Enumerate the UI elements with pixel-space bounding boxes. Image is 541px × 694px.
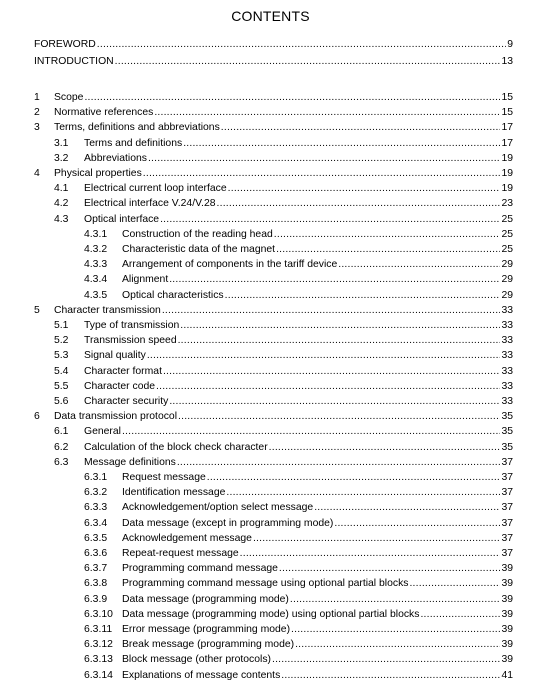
toc-dot-leader (295, 638, 500, 652)
toc-entry[interactable] (54, 425, 513, 439)
toc-entry-number: 4.3.4 (84, 274, 108, 286)
toc-entry-page-number: 17 (501, 122, 513, 134)
toc-entry-title: Calculation of the block check character (84, 441, 268, 453)
toc-entry[interactable] (84, 608, 513, 622)
toc-entry[interactable] (54, 213, 513, 227)
toc-entry-title: Alignment (122, 274, 169, 286)
toc-entry-title: Data message (programming mode) using optional partial blocks (122, 608, 420, 620)
toc-entry-page-number: 39 (501, 578, 513, 590)
toc-entry-title: Acknowledgement/option select message (122, 502, 314, 514)
toc-entry-number: 6.3.3 (84, 502, 108, 514)
toc-entry[interactable] (54, 456, 513, 470)
toc-entry-number: 5.1 (54, 320, 69, 331)
toc-entry-number: 6.3.10 (84, 608, 113, 620)
toc-entry-title: Explanations of message contents (122, 669, 281, 681)
toc-entry-title: Terms and definitions (84, 137, 183, 149)
toc-entry-page-number: 33 (501, 365, 513, 377)
toc-entry-page-number: 19 (501, 183, 513, 195)
toc-entry-number: 6.2 (54, 441, 69, 453)
toc-entry-title: Optical interface (84, 213, 160, 225)
toc-dot-leader (334, 517, 500, 531)
toc-entry-title: INTRODUCTION (34, 56, 114, 67)
toc-entry[interactable] (34, 91, 513, 105)
toc-entry-number: 6.3.5 (84, 532, 108, 544)
toc-entry-title: Construction of the reading head (122, 228, 273, 240)
toc-entry-page-number: 13 (501, 56, 513, 67)
toc-dot-leader (163, 365, 500, 379)
toc-dot-leader (253, 532, 500, 546)
toc-entry-number: 6.3.12 (84, 639, 113, 651)
toc-entry[interactable] (54, 197, 513, 211)
toc-entry[interactable] (84, 517, 513, 531)
toc-entry-number: 5.5 (54, 380, 69, 392)
toc-dot-leader (115, 55, 501, 69)
toc-entry-title: Error message (programming mode) (122, 624, 291, 635)
toc-entry-title: Character code (84, 380, 156, 392)
toc-entry[interactable] (84, 289, 513, 303)
toc-entry-page-number: 29 (501, 289, 513, 301)
toc-entry[interactable] (54, 395, 513, 409)
toc-entry-page-number: 37 (501, 487, 513, 499)
toc-entry[interactable] (84, 669, 513, 683)
toc-entry-title: Data transmission protocol (54, 411, 178, 423)
toc-dot-leader (272, 653, 500, 667)
toc-entry-title: Terms, definitions and abbreviations (54, 122, 220, 134)
toc-dot-leader (143, 167, 501, 181)
toc-entry[interactable] (84, 501, 513, 515)
toc-entry-number: 3.2 (54, 152, 69, 164)
toc-entry-page-number: 35 (501, 426, 513, 438)
toc-entry-title: Acknowledgement message (122, 532, 252, 544)
toc-entry-number: 6.1 (54, 426, 69, 438)
toc-dot-leader (169, 273, 500, 287)
toc-dot-leader (156, 380, 500, 394)
toc-entry-page-number: 33 (501, 335, 513, 347)
toc-entry-title: Normative references (54, 107, 154, 119)
toc-dot-leader (279, 562, 501, 576)
toc-entry-number: 5.6 (54, 396, 69, 407)
toc-entry-title: Programming command message using optional partial blocks (122, 578, 409, 590)
toc-entry-number: 4.3 (54, 213, 69, 225)
toc-entry[interactable] (84, 532, 513, 546)
toc-entry-title: Character security (84, 396, 169, 407)
toc-dot-leader (148, 152, 500, 166)
toc-entry[interactable] (84, 562, 513, 576)
toc-entry[interactable] (34, 55, 513, 69)
toc-entry-number: 6.3.2 (84, 487, 108, 499)
toc-entry-number: 5 (34, 304, 40, 316)
toc-dot-leader (225, 289, 501, 303)
toc-entry-page-number: 33 (501, 396, 513, 407)
toc-entry-page-number: 15 (501, 92, 513, 103)
toc-entry-page-number: 37 (501, 502, 513, 514)
toc-entry[interactable] (34, 121, 513, 135)
toc-entry[interactable] (34, 106, 513, 120)
toc-entry-page-number: 39 (501, 654, 513, 666)
toc-dot-leader (281, 669, 500, 683)
toc-entry-page-number: 19 (501, 152, 513, 164)
toc-entry-number: 6.3.9 (84, 593, 108, 605)
toc-dot-leader (160, 213, 500, 227)
toc-entry[interactable] (34, 410, 513, 424)
toc-dot-leader (97, 38, 506, 52)
toc-dot-leader (276, 243, 500, 257)
toc-dot-leader (290, 593, 501, 607)
toc-dot-leader (274, 228, 501, 242)
toc-entry-page-number: 9 (507, 39, 513, 50)
toc-entry[interactable] (84, 653, 513, 667)
toc-entry[interactable] (84, 273, 513, 287)
toc-entry-title: Optical characteristics (122, 289, 224, 301)
toc-entry-page-number: 29 (501, 259, 513, 271)
toc-entry[interactable] (84, 228, 513, 242)
toc-entry-title: FOREWORD (34, 39, 96, 50)
toc-entry-number: 4 (34, 168, 40, 179)
toc-dot-leader (122, 425, 500, 439)
toc-dot-leader (420, 608, 500, 622)
toc-entry[interactable] (84, 623, 513, 637)
toc-entry-page-number: 23 (501, 198, 513, 210)
toc-entry[interactable] (84, 243, 513, 257)
toc-entry-number: 5.3 (54, 350, 69, 362)
toc-entry-page-number: 25 (501, 213, 513, 225)
toc-entry-number: 6 (34, 411, 40, 423)
toc-entry-title: Character transmission (54, 304, 161, 316)
toc-entry-title: General (84, 426, 121, 438)
toc-entry-number: 5.2 (54, 335, 69, 347)
toc-entry-number: 6.3.11 (84, 624, 113, 635)
toc-entry[interactable] (84, 577, 513, 591)
toc-entry[interactable] (54, 152, 513, 166)
toc-entry-number: 4.3.5 (84, 289, 108, 301)
toc-entry-page-number: 37 (501, 517, 513, 529)
toc-dot-leader (217, 197, 501, 211)
toc-entry-page-number: 37 (501, 456, 513, 468)
toc-dot-leader (169, 395, 500, 409)
toc-entry-page-number: 39 (501, 563, 513, 575)
toc-entry[interactable] (54, 137, 513, 151)
toc-dot-leader (240, 547, 501, 561)
toc-entry-number: 4.3.2 (84, 244, 108, 255)
toc-entry[interactable] (54, 319, 513, 333)
toc-entry-number: 4.3.1 (84, 228, 108, 240)
toc-entry-number: 6.3.13 (84, 654, 113, 666)
toc-entry-number: 1 (34, 92, 40, 103)
toc-entry[interactable] (84, 593, 513, 607)
toc-entry[interactable] (34, 38, 513, 52)
toc-dot-leader (178, 410, 500, 424)
toc-entry-page-number: 25 (501, 244, 513, 255)
toc-entry-page-number: 25 (501, 228, 513, 240)
toc-entry[interactable] (54, 380, 513, 394)
toc-entry[interactable] (54, 182, 513, 196)
toc-entry-title: Message definitions (84, 456, 176, 468)
toc-entry-title: Data message (programming mode) (122, 593, 289, 605)
toc-entry-number: 6.3.8 (84, 578, 108, 590)
toc-entry-page-number: 39 (501, 593, 513, 605)
toc-entry-number: 6.3.14 (84, 669, 113, 681)
toc-dot-leader (180, 319, 500, 333)
toc-entry-page-number: 37 (501, 532, 513, 544)
toc-entry-title: Repeat-request message (122, 548, 239, 559)
toc-entry-page-number: 37 (501, 548, 513, 559)
toc-entry[interactable] (54, 349, 513, 363)
toc-entry-title: Physical properties (54, 168, 142, 179)
toc-entry[interactable] (54, 365, 513, 379)
toc-entry[interactable] (84, 638, 513, 652)
toc-entry-title: Arrangement of components in the tariff device (122, 259, 338, 271)
toc-entry-number: 6.3.7 (84, 563, 108, 575)
toc-entry-number: 6.3.4 (84, 517, 108, 529)
toc-entry-number: 6.3.6 (84, 548, 108, 559)
toc-entry-title: Electrical interface V.24/V.28 (84, 198, 216, 210)
toc-dot-leader (147, 349, 501, 363)
toc-entry-page-number: 19 (501, 168, 513, 179)
toc-entry[interactable] (84, 258, 513, 272)
toc-entry-title: Block message (other protocols) (122, 654, 271, 666)
toc-entry-page-number: 17 (501, 137, 513, 149)
toc-dot-leader (269, 441, 501, 455)
toc-entry-page-number: 33 (501, 304, 513, 316)
toc-entry-page-number: 15 (501, 107, 513, 119)
toc-entry[interactable] (54, 441, 513, 455)
toc-entry-number: 3.1 (54, 137, 69, 149)
toc-entry[interactable] (84, 471, 513, 485)
toc-entry[interactable] (34, 304, 513, 318)
toc-entry-number: 4.1 (54, 183, 69, 195)
page-title: CONTENTS (231, 8, 310, 24)
toc-entry-page-number: 29 (501, 274, 513, 286)
toc-entry-number: 5.4 (54, 365, 69, 377)
toc-entry-number: 2 (34, 107, 40, 119)
toc-entry-number: 4.3.3 (84, 259, 108, 271)
toc-dot-leader (183, 137, 500, 151)
toc-entry[interactable] (84, 547, 513, 561)
toc-dot-leader (228, 182, 501, 196)
toc-entry-page-number: 39 (501, 639, 513, 651)
toc-entry-title: Type of transmission (84, 320, 180, 331)
toc-entry-title: Transmission speed (84, 335, 177, 347)
toc-dot-leader (338, 258, 500, 272)
toc-entry-number: 6.3 (54, 456, 69, 468)
toc-entry-number: 4.2 (54, 198, 69, 210)
toc-dot-leader (207, 471, 501, 485)
toc-dot-leader (314, 501, 500, 515)
toc-entry-page-number: 39 (501, 608, 513, 620)
toc-entry-title: Break message (programming mode) (122, 639, 295, 651)
toc-entry-title: Request message (122, 472, 206, 483)
toc-entry-page-number: 33 (501, 350, 513, 362)
toc-dot-leader (84, 91, 500, 105)
toc-entry-page-number: 33 (501, 380, 513, 392)
toc-dot-leader (177, 456, 501, 470)
toc-entry-page-number: 35 (501, 411, 513, 423)
toc-dot-leader (291, 623, 500, 637)
toc-entry-number: 6.3.1 (84, 472, 108, 483)
toc-entry-page-number: 37 (501, 472, 513, 483)
toc-dot-leader (221, 121, 501, 135)
toc-dot-leader (154, 106, 500, 120)
toc-entry-page-number: 33 (501, 320, 513, 331)
toc-entry-title: Scope (54, 92, 84, 103)
toc-entry-title: Data message (except in programming mode) (122, 517, 334, 529)
toc-entry-page-number: 39 (501, 624, 513, 635)
toc-dot-leader (178, 334, 501, 348)
toc-entry-title: Signal quality (84, 350, 146, 362)
toc-entry[interactable] (34, 167, 513, 181)
toc-entry-title: Programming command message (122, 563, 278, 575)
toc-dot-leader (409, 577, 500, 591)
toc-entry-title: Abbreviations (84, 152, 147, 164)
toc-entry-title: Characteristic data of the magnet (122, 244, 276, 255)
toc-entry[interactable] (84, 486, 513, 500)
toc-dot-leader (226, 486, 500, 500)
toc-entry-title: Electrical current loop interface (84, 183, 227, 195)
toc-entry[interactable] (54, 334, 513, 348)
toc-entry-number: 3 (34, 122, 40, 134)
toc-entry-page-number: 41 (501, 669, 513, 681)
toc-entry-title: Character format (84, 365, 162, 377)
toc-entry-title: Identification message (122, 487, 226, 499)
toc-dot-leader (162, 304, 501, 318)
toc-entry-page-number: 35 (501, 441, 513, 453)
